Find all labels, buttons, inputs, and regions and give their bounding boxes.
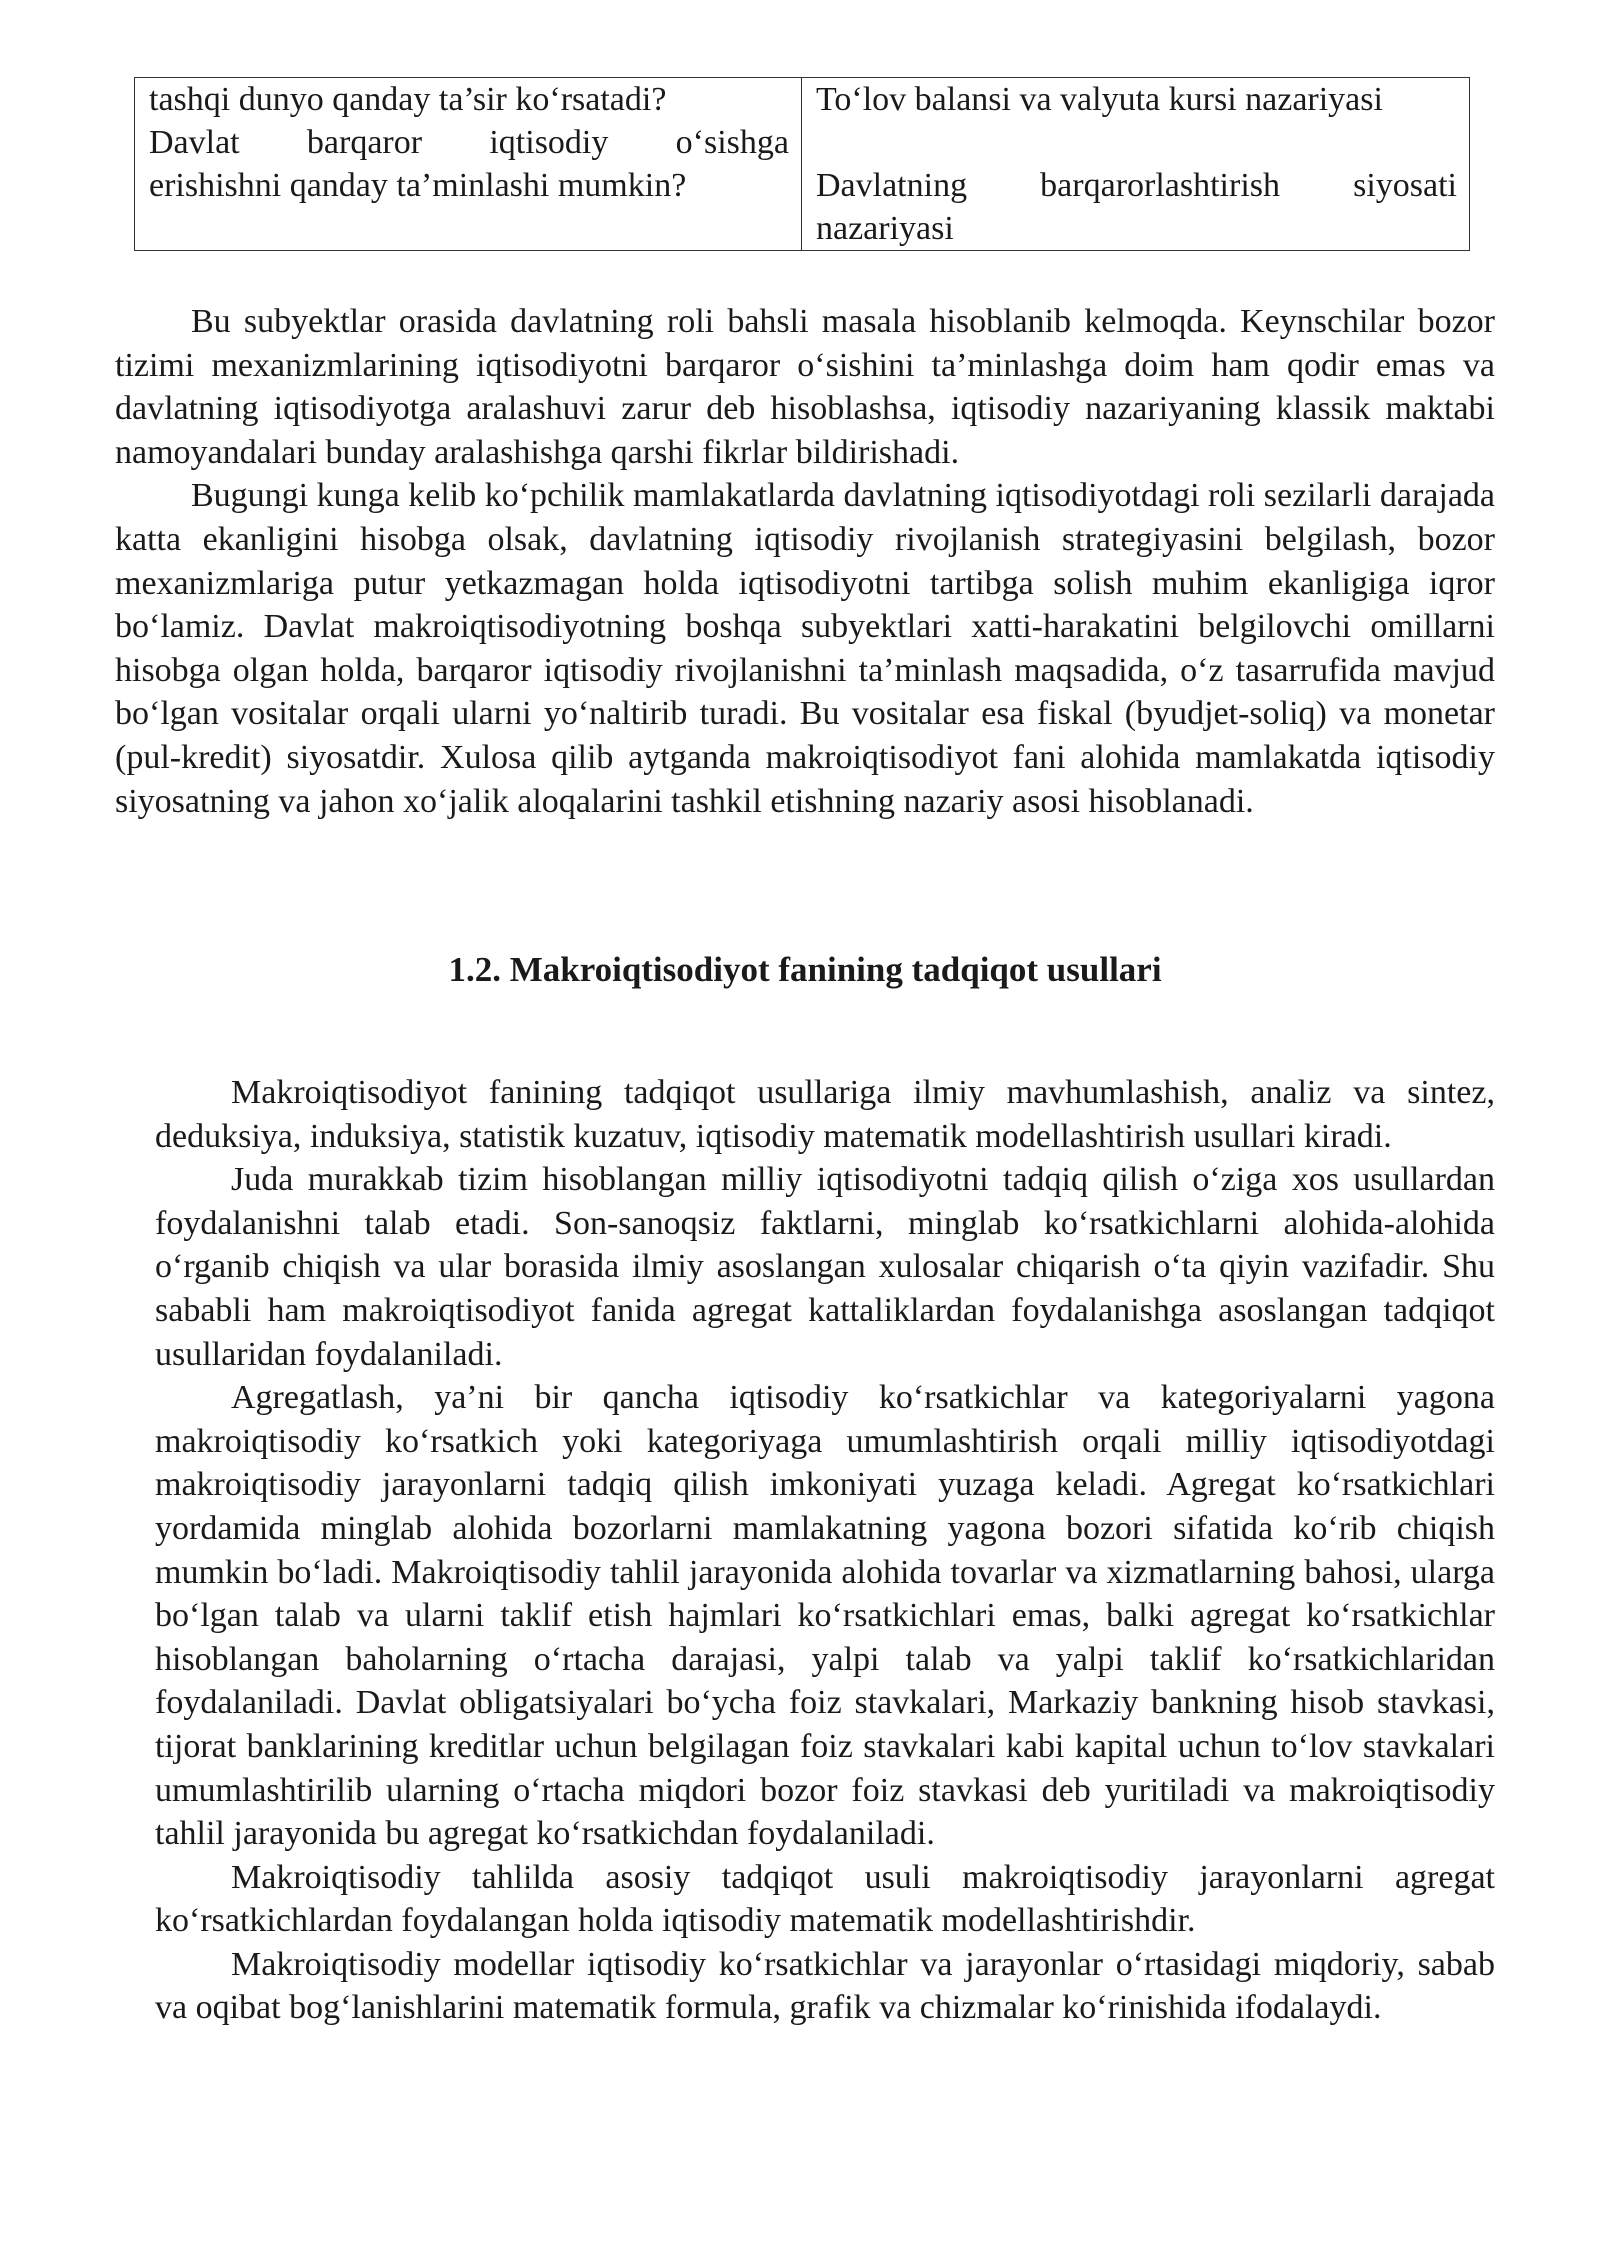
paragraph: Bugungi kunga kelib ko‘pchilik mamlakatlarda davlatning iqtisodiyotdagi roli sezilarli darajada katta ekanligini hisobga olsak, davlatning iqtisodiy rivojlanish strategiyasini belgilash, bozor mexanizmlariga putur yetkazmagan holda iqtisodiyotni tartibga solish muhim ekanligiga iqror bo‘lamiz. Davlat makroiqtisodiyotning boshqa subyektlari xatti-harakatini belgilovchi omillarni hisobga olgan holda, barqaror iqtisodiy rivojlanishni ta’minlash maqsadida, o‘z tasarrufida mavjud bo‘lgan vositalar orqali ularni yo‘naltirib turadi. Bu vositalar esa fiskal (byudjet-soliq) va monetar (pul-kredit) siyosatdir. Xulosa qilib aytganda makroiqtisodiyot fani alohida mamlakatda iqtisodiy siyosatning va jahon xo‘jalik aloqalarini tashkil etishning nazariy asosi hisoblanadi. <box>115 477 1495 820</box>
table-cell-line: Davlat barqaror iqtisodiy o‘sishga <box>149 124 789 161</box>
table-row <box>135 78 1470 251</box>
paragraph: Bu subyektlar orasida davlatning roli bahsli masala hisoblanib kelmoqda. Keynschilar bozor tizimi mexanizmlarining iqtisodiyotni barqaror o‘sishini ta’minlashga doim ham qodir emas va davlatning iqtisodiyotga aralashuvi zarur deb hisoblashsa, iqtisodiy nazariyaning klassik maktabi namoyandalari bunday aralashishga qarshi fikrlar bildirishadi. <box>115 303 1495 471</box>
table-cell-line: erishishni qanday ta’minlashi mumkin? <box>149 167 687 204</box>
text-block-intro <box>115 300 1495 823</box>
paragraph: Agregatlash, ya’ni bir qancha iqtisodiy ko‘rsatkichlar va kategoriyalarni yagona makroiqtisodiy ko‘rsatkich yoki kategoriyaga umumlashtirish orqali milliy iqtisodiyotdagi makroiqtisodiy jarayonlarni tadqiq qilish imkoniyati yuzaga keladi. Agregat ko‘rsatkichlari yordamida minglab alohida bozorlarni mamlakatning yagona bozori sifatida ko‘rib chiqish mumkin bo‘ladi. Makroiqtisodiy tahlil jarayonida alohida tovarlar va xizmatlarning bahosi, ularga bo‘lgan talab va ularni taklif etish hajmlari ko‘rsatkichlari emas, balki agregat ko‘rsatkichlar hisoblangan baholarning o‘rtacha darajasi, yalpi talab va yalpi taklif ko‘rsatkichlaridan foydalaniladi. Davlat obligatsiyalari bo‘ycha foiz stavkalari, Markaziy bankning hisob stavkasi, tijorat banklarining kreditlar uchun belgilagan foiz stavkalari kabi kapital uchun to‘lov stavkalari umumlashtirilib ularning o‘rtacha miqdori bozor foiz stavkasi deb yuritiladi va makroiqtisodiy tahlil jarayonida bu agregat ko‘rsatkichdan foydalaniladi. <box>155 1379 1495 1853</box>
table-cell-line: Davlatning barqarorlashtirish siyosati <box>816 167 1457 204</box>
table-cell-line: To‘lov balansi va valyuta kursi nazariyasi <box>816 81 1383 118</box>
paragraph: Makroiqtisodiyot fanining tadqiqot usullariga ilmiy mavhumlashish, analiz va sintez, deduksiya, induksiya, statistik kuzatuv, iqtisodiy matematik modellashtirish usullari kiradi. <box>155 1074 1495 1155</box>
paragraph: Juda murakkab tizim hisoblangan milliy iqtisodiyotni tadqiq qilish o‘ziga xos usullardan foydalanishni talab etadi. Son-sanoqsiz faktlarni, minglab ko‘rsatkichlarni alohida-alohida o‘rganib chiqish va ular borasida ilmiy asoslangan xulosalar chiqarish o‘ta qiyin vazifadir. Shu sababli ham makroiqtisodiyot fanida agregat kattaliklardan foydalanishga asoslangan tadqiqot usullaridan foydalaniladi. <box>155 1161 1495 1373</box>
section-heading: 1.2. Makroiqtisodiyot fanining tadqiqot usullari <box>448 950 1162 989</box>
paragraph: Makroiqtisodiy modellar iqtisodiy ko‘rsatkichlar va jarayonlar o‘rtasidagi miqdoriy, sabab va oqibat bog‘lanishlarini matematik formula, grafik va chizmalar ko‘rinishida ifodalaydi. <box>155 1945 1495 2027</box>
paragraph: Makroiqtisodiy tahlilda asosiy tadqiqot usuli makroiqtisodiy jarayonlarni agregat ko‘rsatkichlardan foydalangan holda iqtisodiy matematik modellashtirishdir. <box>155 1858 1495 1940</box>
table-cell-line: nazariyasi <box>816 210 954 247</box>
table-cell-line: tashqi dunyo qanday ta’sir ko‘rsatadi? <box>149 81 667 118</box>
continuation-table <box>134 77 1470 251</box>
text-block-methods <box>155 1071 1495 2030</box>
table-cell-questions <box>135 78 802 251</box>
table-cell-theories <box>802 78 1470 251</box>
